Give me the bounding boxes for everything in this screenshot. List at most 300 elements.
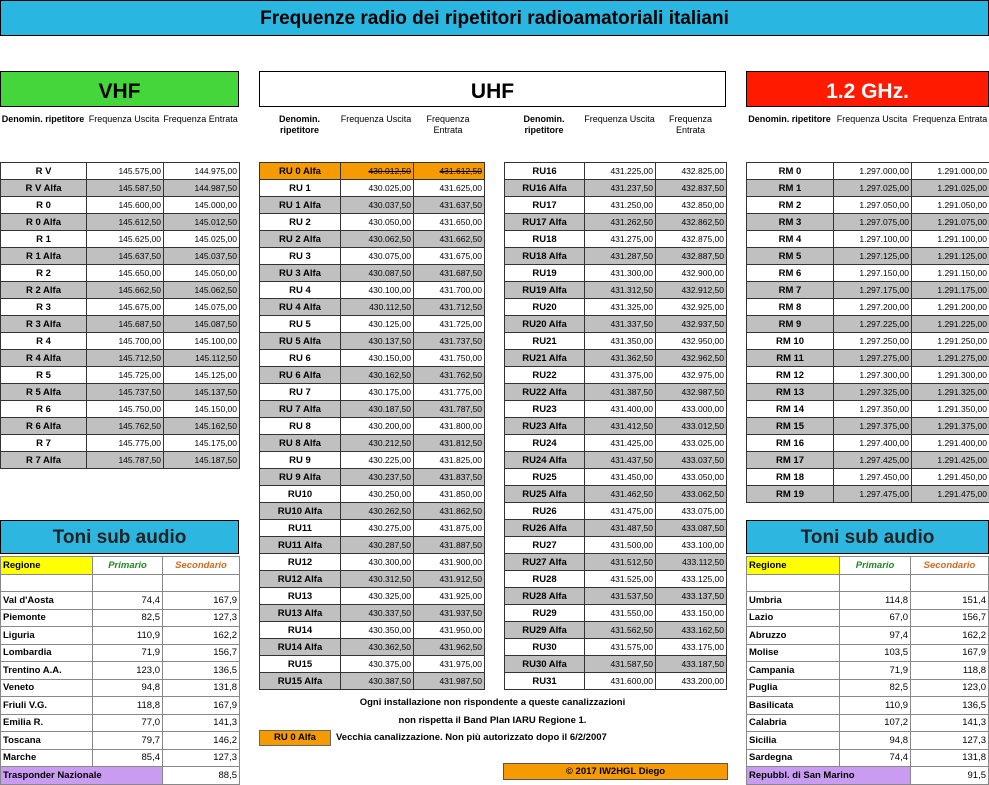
tones-row	[747, 714, 989, 732]
repeater-name: RM 2	[747, 197, 834, 214]
column-header-in: Frequenza Entrata	[412, 114, 484, 136]
output-frequency: 431.562,50	[585, 622, 656, 639]
repeater-name: RU 7	[260, 384, 341, 401]
output-frequency: 431.325,00	[585, 299, 656, 316]
secondary-tone: 118,8	[911, 662, 989, 680]
table-row	[1, 163, 240, 180]
tones-row	[747, 644, 989, 662]
tones-row	[1, 697, 240, 715]
uhf-banner: UHF	[259, 71, 726, 107]
output-frequency: 430.112,50	[341, 299, 414, 316]
spacer-row	[1, 574, 240, 592]
repeater-name: RM 1	[747, 180, 834, 197]
table-row	[505, 571, 727, 588]
secondary-tone: 162,2	[163, 627, 240, 645]
input-frequency: 433.137,50	[656, 588, 727, 605]
secondary-tone: 127,3	[911, 732, 989, 750]
repeater-name: RM 6	[747, 265, 834, 282]
output-frequency: 431.312,50	[585, 282, 656, 299]
primary-tone: 85,4	[93, 749, 163, 767]
output-frequency: 1.297.225,00	[834, 316, 912, 333]
table-row	[505, 299, 727, 316]
output-frequency: 431.512,50	[585, 554, 656, 571]
repeater-name: RU 0 Alfa	[260, 163, 341, 180]
tones-table-left	[0, 556, 240, 785]
input-frequency: 145.125,00	[164, 367, 240, 384]
input-frequency: 1.291.450,00	[912, 469, 989, 486]
input-frequency: 431.900,00	[414, 554, 485, 571]
output-frequency: 431.587,50	[585, 656, 656, 673]
output-frequency: 430.250,00	[341, 486, 414, 503]
output-frequency: 431.287,50	[585, 248, 656, 265]
repeater-name: RU26	[505, 503, 585, 520]
input-frequency: 145.162,50	[164, 418, 240, 435]
table-row	[1, 265, 240, 282]
input-frequency: 431.862,50	[414, 503, 485, 520]
tones-row	[1, 644, 240, 662]
column-header-in: Frequenza Entrata	[162, 114, 239, 125]
output-frequency: 430.337,50	[341, 605, 414, 622]
repeater-name: RU18 Alfa	[505, 248, 585, 265]
repeater-name: R V Alfa	[1, 180, 87, 197]
output-frequency: 430.237,50	[341, 469, 414, 486]
uhf-table-1	[259, 162, 485, 690]
repeater-name: RU 3	[260, 248, 341, 265]
table-row	[260, 367, 485, 384]
primary-tone: 94,8	[840, 732, 911, 750]
input-frequency: 431.800,00	[414, 418, 485, 435]
table-row	[505, 605, 727, 622]
output-frequency: 430.012,50	[341, 163, 414, 180]
table-row	[260, 401, 485, 418]
repeater-name: RU14 Alfa	[260, 639, 341, 656]
input-frequency: 1.291.350,00	[912, 401, 989, 418]
region-name: Calabria	[747, 714, 840, 732]
table-row	[260, 486, 485, 503]
table-row	[747, 197, 989, 214]
output-frequency: 1.297.275,00	[834, 350, 912, 367]
input-frequency: 431.887,50	[414, 537, 485, 554]
table-row	[505, 384, 727, 401]
repeater-name: R 3	[1, 299, 87, 316]
region-name: Trentino A.A.	[1, 662, 93, 680]
spacer-row	[747, 574, 989, 592]
input-frequency: 433.062,50	[656, 486, 727, 503]
table-row	[1, 333, 240, 350]
primary-tone: 82,5	[840, 679, 911, 697]
repeater-name: RU10 Alfa	[260, 503, 341, 520]
secondary-tone: 156,7	[163, 644, 240, 662]
tones-row	[747, 679, 989, 697]
output-frequency: 145.775,00	[87, 435, 164, 452]
region-name: Campania	[747, 662, 840, 680]
table-row	[747, 248, 989, 265]
tones-header-row	[747, 557, 989, 575]
input-frequency: 1.291.425,00	[912, 452, 989, 469]
table-row	[260, 588, 485, 605]
input-frequency: 431.837,50	[414, 469, 485, 486]
repeater-name: RU 7 Alfa	[260, 401, 341, 418]
table-row	[505, 486, 727, 503]
legend-old-tag: RU 0 Alfa	[259, 730, 331, 746]
input-frequency: 1.291.225,00	[912, 316, 989, 333]
input-frequency: 431.625,00	[414, 180, 485, 197]
output-frequency: 145.687,50	[87, 316, 164, 333]
input-frequency: 431.650,00	[414, 214, 485, 231]
output-frequency: 430.187,50	[341, 401, 414, 418]
repeater-name: RM 16	[747, 435, 834, 452]
tones-row	[1, 749, 240, 767]
input-frequency: 431.750,00	[414, 350, 485, 367]
output-frequency: 1.297.350,00	[834, 401, 912, 418]
table-row	[1, 384, 240, 401]
table-row	[505, 163, 727, 180]
repeater-name: RU 9	[260, 452, 341, 469]
input-frequency: 1.291.050,00	[912, 197, 989, 214]
table-row	[747, 486, 989, 503]
tones-table-right	[746, 556, 989, 785]
ghz-table	[746, 162, 989, 503]
output-frequency: 430.175,00	[341, 384, 414, 401]
output-frequency: 431.475,00	[585, 503, 656, 520]
input-frequency: 432.837,50	[656, 180, 727, 197]
input-frequency: 433.087,50	[656, 520, 727, 537]
table-row	[747, 469, 989, 486]
input-frequency: 1.291.025,00	[912, 180, 989, 197]
repeater-name: RU11 Alfa	[260, 537, 341, 554]
region-name: Umbria	[747, 592, 840, 610]
repeater-name: RM 3	[747, 214, 834, 231]
repeater-name: RM 14	[747, 401, 834, 418]
input-frequency: 431.812,50	[414, 435, 485, 452]
repeater-name: RU20 Alfa	[505, 316, 585, 333]
table-row	[505, 231, 727, 248]
table-row	[505, 554, 727, 571]
table-row	[747, 452, 989, 469]
table-row	[505, 350, 727, 367]
table-row	[505, 265, 727, 282]
input-frequency: 431.912,50	[414, 571, 485, 588]
repeater-name: RU 1	[260, 180, 341, 197]
table-row	[505, 622, 727, 639]
tones-col-region: Regione	[1, 557, 93, 575]
primary-tone: 114,8	[840, 592, 911, 610]
output-frequency: 431.387,50	[585, 384, 656, 401]
primary-tone: 110,9	[840, 697, 911, 715]
table-row	[505, 418, 727, 435]
table-row	[505, 214, 727, 231]
tones-row	[1, 592, 240, 610]
output-frequency: 431.525,00	[585, 571, 656, 588]
input-frequency: 1.291.125,00	[912, 248, 989, 265]
output-frequency: 1.297.025,00	[834, 180, 912, 197]
region-name: Liguria	[1, 627, 93, 645]
repeater-name: R 6 Alfa	[1, 418, 87, 435]
input-frequency: 145.100,00	[164, 333, 240, 350]
output-frequency: 431.537,50	[585, 588, 656, 605]
table-row	[747, 367, 989, 384]
tones-footer-row	[747, 767, 989, 785]
input-frequency: 145.025,00	[164, 231, 240, 248]
output-frequency: 431.487,50	[585, 520, 656, 537]
output-frequency: 431.237,50	[585, 180, 656, 197]
table-row	[747, 316, 989, 333]
input-frequency: 1.291.100,00	[912, 231, 989, 248]
repeater-name: RU 8 Alfa	[260, 435, 341, 452]
table-row	[505, 639, 727, 656]
input-frequency: 431.962,50	[414, 639, 485, 656]
input-frequency: 433.125,00	[656, 571, 727, 588]
output-frequency: 145.650,00	[87, 265, 164, 282]
input-frequency: 432.850,00	[656, 197, 727, 214]
column-header-in: Frequenza Entrata	[655, 114, 726, 136]
repeater-name: RU28 Alfa	[505, 588, 585, 605]
secondary-tone: 131,8	[163, 679, 240, 697]
input-frequency: 145.012,50	[164, 214, 240, 231]
tones-row	[1, 679, 240, 697]
primary-tone: 107,2	[840, 714, 911, 732]
repeater-name: RU 2 Alfa	[260, 231, 341, 248]
repeater-name: RU21 Alfa	[505, 350, 585, 367]
output-frequency: 1.297.475,00	[834, 486, 912, 503]
region-name: Lombardia	[1, 644, 93, 662]
input-frequency: 433.012,50	[656, 418, 727, 435]
repeater-name: RU 6	[260, 350, 341, 367]
input-frequency: 431.762,50	[414, 367, 485, 384]
repeater-name: R 0 Alfa	[1, 214, 87, 231]
repeater-name: R 4 Alfa	[1, 350, 87, 367]
table-row	[260, 197, 485, 214]
input-frequency: 431.700,00	[414, 282, 485, 299]
repeater-name: RM 11	[747, 350, 834, 367]
input-frequency: 432.975,00	[656, 367, 727, 384]
input-frequency: 433.037,50	[656, 452, 727, 469]
column-header-out: Frequenza Uscita	[86, 114, 162, 125]
table-row	[505, 520, 727, 537]
input-frequency: 1.291.000,00	[912, 163, 989, 180]
region-name: Toscana	[1, 732, 93, 750]
primary-tone: 77,0	[93, 714, 163, 732]
table-row	[1, 452, 240, 469]
secondary-tone: 156,7	[911, 609, 989, 627]
output-frequency: 430.387,50	[341, 673, 414, 690]
column-header-out: Frequenza Uscita	[584, 114, 655, 125]
output-frequency: 1.297.150,00	[834, 265, 912, 282]
table-row	[260, 469, 485, 486]
repeater-name: RU 1 Alfa	[260, 197, 341, 214]
tones-col-primary: Primario	[93, 557, 163, 575]
input-frequency: 431.662,50	[414, 231, 485, 248]
tones-row	[1, 627, 240, 645]
input-frequency: 145.075,00	[164, 299, 240, 316]
tones-col-secondary: Secondario	[911, 557, 989, 575]
vhf-banner: VHF	[0, 71, 239, 107]
table-row	[505, 316, 727, 333]
input-frequency: 431.712,50	[414, 299, 485, 316]
output-frequency: 430.037,50	[341, 197, 414, 214]
table-row	[505, 248, 727, 265]
table-row	[260, 537, 485, 554]
input-frequency: 144.975,00	[164, 163, 240, 180]
repeater-name: RU 6 Alfa	[260, 367, 341, 384]
input-frequency: 145.187,50	[164, 452, 240, 469]
input-frequency: 145.087,50	[164, 316, 240, 333]
table-row	[1, 231, 240, 248]
primary-tone: 123,0	[93, 662, 163, 680]
output-frequency: 431.275,00	[585, 231, 656, 248]
table-row	[1, 367, 240, 384]
input-frequency: 432.912,50	[656, 282, 727, 299]
output-frequency: 430.350,00	[341, 622, 414, 639]
repeater-name: RU11	[260, 520, 341, 537]
input-frequency: 1.291.175,00	[912, 282, 989, 299]
tones-row	[1, 732, 240, 750]
input-frequency: 431.675,00	[414, 248, 485, 265]
region-name: Emilia R.	[1, 714, 93, 732]
table-row	[1, 418, 240, 435]
input-frequency: 432.987,50	[656, 384, 727, 401]
output-frequency: 430.062,50	[341, 231, 414, 248]
output-frequency: 430.150,00	[341, 350, 414, 367]
table-row	[1, 180, 240, 197]
input-frequency: 145.137,50	[164, 384, 240, 401]
table-row	[505, 180, 727, 197]
tones-row	[747, 749, 989, 767]
footer-value: 88,5	[163, 767, 240, 785]
table-row	[260, 350, 485, 367]
footer-value: 91,5	[911, 767, 989, 785]
primary-tone: 82,5	[93, 609, 163, 627]
tones-row	[747, 697, 989, 715]
input-frequency: 433.025,00	[656, 435, 727, 452]
repeater-name: RU13	[260, 588, 341, 605]
input-frequency: 432.825,00	[656, 163, 727, 180]
input-frequency: 433.075,00	[656, 503, 727, 520]
region-name: Veneto	[1, 679, 93, 697]
output-frequency: 431.262,50	[585, 214, 656, 231]
table-row	[505, 367, 727, 384]
input-frequency: 431.787,50	[414, 401, 485, 418]
repeater-name: RM 0	[747, 163, 834, 180]
table-row	[747, 418, 989, 435]
region-name: Friuli V.G.	[1, 697, 93, 715]
table-row	[260, 656, 485, 673]
output-frequency: 145.587,50	[87, 180, 164, 197]
repeater-name: RU23 Alfa	[505, 418, 585, 435]
primary-tone: 110,9	[93, 627, 163, 645]
repeater-name: RU10	[260, 486, 341, 503]
input-frequency: 432.962,50	[656, 350, 727, 367]
input-frequency: 431.725,00	[414, 316, 485, 333]
table-row	[747, 384, 989, 401]
table-row	[260, 673, 485, 690]
repeater-name: R 3 Alfa	[1, 316, 87, 333]
copyright: © 2017 IW2HGL Diego	[503, 763, 728, 780]
output-frequency: 430.025,00	[341, 180, 414, 197]
output-frequency: 1.297.450,00	[834, 469, 912, 486]
output-frequency: 430.125,00	[341, 316, 414, 333]
repeater-name: RU27	[505, 537, 585, 554]
note-line-1: Ogni installazione non rispondente a queste canalizzazioni	[259, 697, 726, 708]
table-row	[1, 401, 240, 418]
repeater-name: RU22 Alfa	[505, 384, 585, 401]
table-row	[505, 469, 727, 486]
input-frequency: 431.637,50	[414, 197, 485, 214]
output-frequency: 431.300,00	[585, 265, 656, 282]
output-frequency: 1.297.325,00	[834, 384, 912, 401]
output-frequency: 1.297.100,00	[834, 231, 912, 248]
repeater-name: RU12	[260, 554, 341, 571]
input-frequency: 145.112,50	[164, 350, 240, 367]
input-frequency: 145.150,00	[164, 401, 240, 418]
repeater-name: RM 8	[747, 299, 834, 316]
secondary-tone: 162,2	[911, 627, 989, 645]
table-row	[260, 180, 485, 197]
table-row	[1, 435, 240, 452]
primary-tone: 74,4	[93, 592, 163, 610]
secondary-tone: 151,4	[911, 592, 989, 610]
tones-row	[747, 662, 989, 680]
output-frequency: 430.162,50	[341, 367, 414, 384]
tones-row	[747, 627, 989, 645]
table-row	[260, 418, 485, 435]
table-row	[747, 180, 989, 197]
input-frequency: 145.037,50	[164, 248, 240, 265]
tones-row	[747, 732, 989, 750]
input-frequency: 1.291.300,00	[912, 367, 989, 384]
input-frequency: 433.100,00	[656, 537, 727, 554]
tones-col-primary: Primario	[840, 557, 911, 575]
repeater-name: RM 15	[747, 418, 834, 435]
column-header-name: Denomin. ripetitore	[746, 114, 833, 125]
repeater-name: RM 4	[747, 231, 834, 248]
output-frequency: 145.625,00	[87, 231, 164, 248]
note-line-2: non rispetta il Band Plan IARU Regione 1.	[259, 715, 726, 726]
input-frequency: 433.187,50	[656, 656, 727, 673]
input-frequency: 431.612,50	[414, 163, 485, 180]
region-name: Puglia	[747, 679, 840, 697]
repeater-name: R 2 Alfa	[1, 282, 87, 299]
repeater-name: RU19 Alfa	[505, 282, 585, 299]
input-frequency: 431.875,00	[414, 520, 485, 537]
table-row	[260, 639, 485, 656]
table-row	[505, 282, 727, 299]
table-row	[505, 656, 727, 673]
repeater-name: RU21	[505, 333, 585, 350]
secondary-tone: 123,0	[911, 679, 989, 697]
secondary-tone: 136,5	[163, 662, 240, 680]
secondary-tone: 141,3	[163, 714, 240, 732]
output-frequency: 1.297.000,00	[834, 163, 912, 180]
table-row	[260, 214, 485, 231]
table-row	[1, 248, 240, 265]
repeater-name: R 6	[1, 401, 87, 418]
input-frequency: 432.862,50	[656, 214, 727, 231]
repeater-name: RU30 Alfa	[505, 656, 585, 673]
table-row	[747, 350, 989, 367]
output-frequency: 1.297.250,00	[834, 333, 912, 350]
input-frequency: 145.062,50	[164, 282, 240, 299]
input-frequency: 433.162,50	[656, 622, 727, 639]
tones-header-row	[1, 557, 240, 575]
repeater-name: RU30	[505, 639, 585, 656]
repeater-name: RM 10	[747, 333, 834, 350]
output-frequency: 431.375,00	[585, 367, 656, 384]
input-frequency: 1.291.475,00	[912, 486, 989, 503]
table-row	[260, 316, 485, 333]
secondary-tone: 167,9	[163, 697, 240, 715]
repeater-name: RU16	[505, 163, 585, 180]
